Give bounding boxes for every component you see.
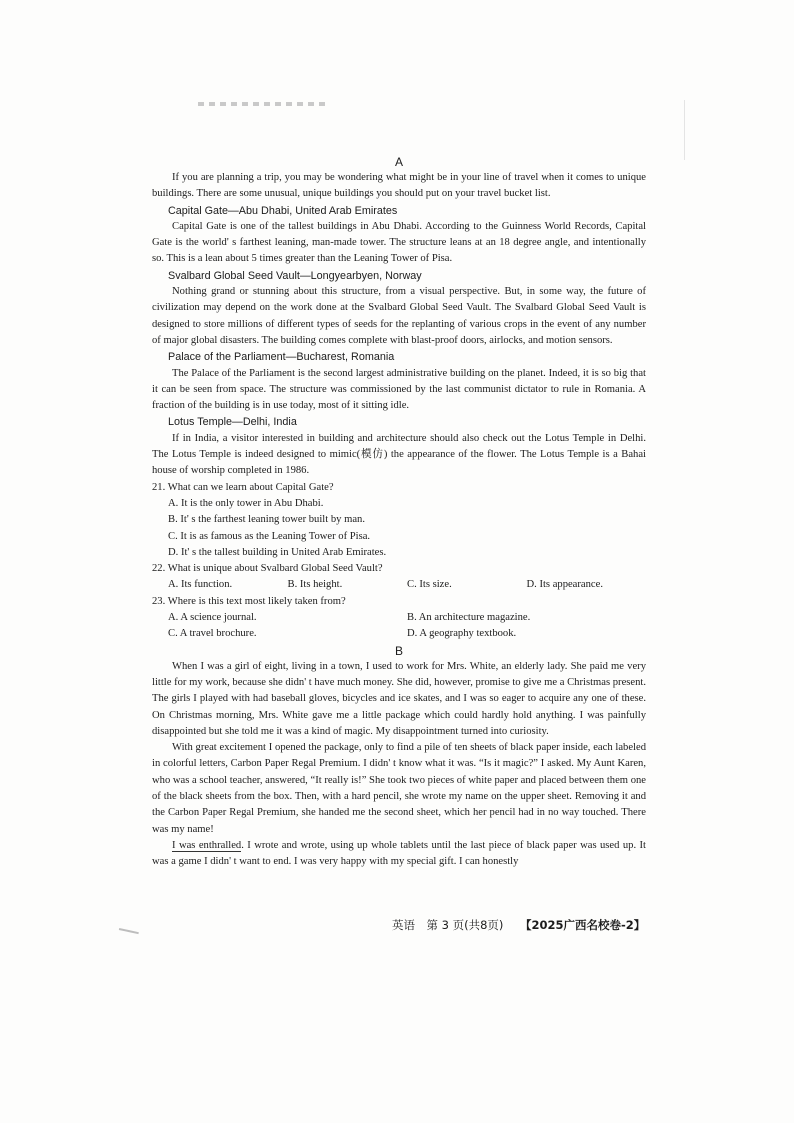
options-row bbox=[152, 577, 646, 593]
section-heading: Lotus Temple—Delhi, India bbox=[168, 416, 297, 429]
passage-b-label: B bbox=[394, 643, 403, 658]
question-option: D. A geography textbook. bbox=[407, 628, 517, 640]
question-stem: 21. What can we learn about Capital Gate? bbox=[152, 481, 334, 493]
section-body: Nothing grand or stunning about this structure, from a visual perspective. But, in some way, the future of civilization may depend on the work done at the Svalbard Global Seed Vault. The Svalbard Global Seed Vault is designed to store millions of different types of seeds for the replanting of various crops in the event of any number of major global disasters. The building comes complete with blast-proof doors, airlocks, and motion sensors. bbox=[152, 286, 646, 346]
page-number: 英语 第 3 页(共8页) bbox=[392, 918, 504, 932]
question-option: A. A science journal. bbox=[168, 612, 257, 624]
question-option: B. An architecture magazine. bbox=[407, 612, 531, 624]
question-option: A. It is the only tower in Abu Dhabi. bbox=[168, 497, 324, 509]
section-heading: Svalbard Global Seed Vault—Longyearbyen, Norway bbox=[168, 269, 422, 282]
question-option: A. Its function. bbox=[168, 579, 233, 591]
section-body: Capital Gate is one of the tallest buildings in Abu Dhabi. According to the Guinness World Records, Capital Gate is the world' s farthest leaning, man-made tower. The structure leans at an 18 degree angle, and intentionally so. This is a lean about 5 times greater than the Leaning Tower of Pisa. bbox=[152, 220, 646, 265]
passage-b-paragraph: When I was a girl of eight, living in a town, I used to work for Mrs. White, an elderly lady. She paid me very little for my work, because she didn' t have much money. She did, however, promise to give me a Christmas present. The girls I played with had baseball gloves, bicycles and ice skates, and I was so eager to acquire any one of these. On Christmas morning, Mrs. White gave me a little package which could hardly hold anything. I was painfully disappointed but she told me it was a kind of magic. My disappointment turned into curiosity. bbox=[152, 660, 646, 737]
scan-artifact-line bbox=[198, 102, 328, 106]
passage-b-paragraph bbox=[152, 838, 646, 871]
paragraph-text: . I wrote and wrote, using up whole tablets until the last piece of black paper was used up. It was a game I didn' t want to end. I was very happy with my special gift. I can honestly bbox=[152, 839, 646, 868]
question-option: B. It' s the farthest leaning tower built by man. bbox=[168, 514, 365, 526]
question-option: B. Its height. bbox=[287, 579, 343, 591]
question-stem: 22. What is unique about Svalbard Global Seed Vault? bbox=[152, 563, 383, 575]
section-heading: Palace of the Parliament—Bucharest, Romania bbox=[168, 351, 395, 364]
question-option: C. Its size. bbox=[407, 579, 452, 591]
exam-tag: 【2025广西名校卷-2】 bbox=[520, 918, 646, 932]
section-body: The Palace of the Parliament is the second largest administrative building on the planet. Indeed, it is so big that it can be seen from space. The structure was commissioned by the last communist dictator to rule in Romania. A fraction of the building is in use today, most of it sitting idle. bbox=[152, 367, 646, 412]
section-heading: Capital Gate—Abu Dhabi, United Arab Emirates bbox=[168, 204, 398, 217]
question-option: C. It is as famous as the Leaning Tower of Pisa. bbox=[168, 530, 371, 542]
underlined-phrase: I was enthralled bbox=[172, 839, 242, 851]
passage-a-label: A bbox=[394, 155, 403, 169]
passage-b-paragraph: With great excitement I opened the package, only to find a pile of ten sheets of black paper inside, each labeled in colorful letters, Carbon Paper Regal Premium. I didn' t know what it was. “Is it magic?” I asked. My Aunt Karen, who was a school teacher, answered, “It really is!” She took two pieces of white paper and placed between them one of the black sheets from the box. Then, with a hard pencil, she wrote my name on the upper sheet. Removing it and the Carbon Paper Regal Premium, she handed me the second sheet, which her pencil had in no way touched. There was my name! bbox=[152, 742, 646, 835]
question-option: C. A travel brochure. bbox=[168, 628, 257, 640]
options-row bbox=[152, 610, 646, 626]
question-option: D. It' s the tallest building in United Arab Emirates. bbox=[168, 546, 387, 558]
scan-edge-line bbox=[684, 100, 685, 160]
page-content bbox=[152, 154, 646, 870]
question-stem: 23. Where is this text most likely taken from? bbox=[152, 595, 346, 607]
options-row bbox=[152, 626, 646, 642]
question-option: D. Its appearance. bbox=[526, 579, 603, 591]
section-body: If in India, a visitor interested in building and architecture should also check out the Lotus Temple in Delhi. The Lotus Temple is indeed designed to mimic(模仿) the appearance of the flower. The Lotus Temple is a Bahai house of worship completed in 1986. bbox=[152, 432, 646, 477]
passage-a-intro: If you are planning a trip, you may be wondering what might be in your line of travel when it comes to unique buildings. There are some unusual, unique buildings you should put on your travel bucket list. bbox=[152, 172, 646, 200]
